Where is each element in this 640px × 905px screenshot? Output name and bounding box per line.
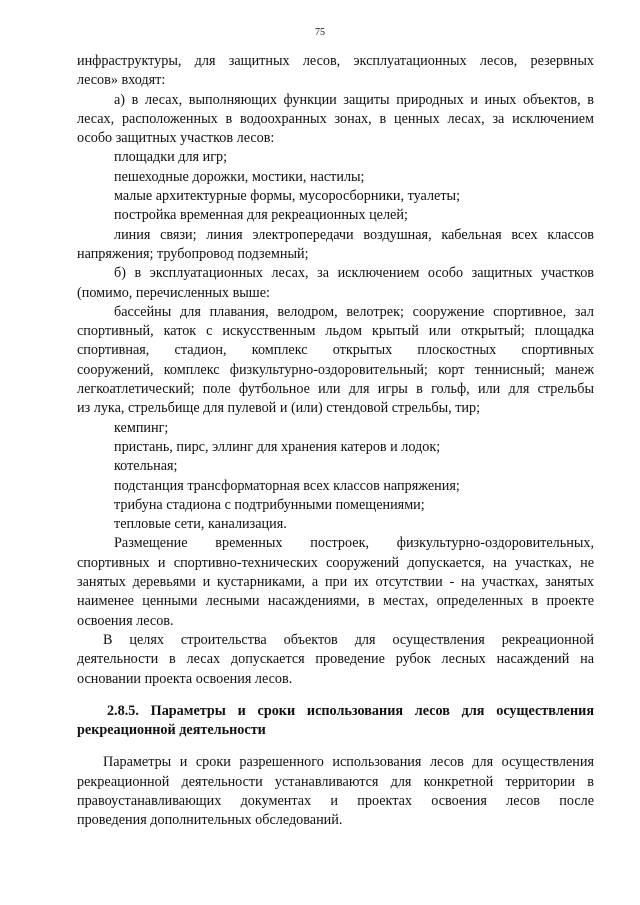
text-line: правоустанавливающих документах и проектах освоения лесов после <box>77 792 594 809</box>
text-line: тепловые сети, канализация. <box>114 516 287 533</box>
text-line: освоения лесов. <box>77 612 174 629</box>
text-line: б) в эксплуатационных лесах, за исключением особо защитных участков <box>114 265 594 282</box>
text-line: площадки для игр; <box>114 149 228 166</box>
text-line: лесов» входят: <box>77 72 166 89</box>
text-line: (помимо, перечисленных выше: <box>77 284 270 301</box>
text-line: бассейны для плавания, велодром, велотрек; сооружение спортивное, зал <box>114 303 594 320</box>
text-line: основании проекта освоения лесов. <box>77 670 293 687</box>
spacer <box>77 689 594 702</box>
text-line: пешеходные дорожки, мостики, настилы; <box>114 168 365 185</box>
heading-line: рекреационной деятельности <box>77 722 266 739</box>
text-line: линия связи; линия электропередачи воздушная, кабельная всех классов <box>114 226 594 243</box>
text-line: трибуна стадиона с подтрибунными помещениями; <box>114 496 425 513</box>
spacer <box>77 740 594 753</box>
text-line: наименее ценными лесными насаждениями, в местах, определенных в проекте <box>77 593 594 610</box>
section-heading-2-8-5 <box>77 702 594 741</box>
text-line: а) в лесах, выполняющих функции защиты природных и иных объектов, в <box>114 91 594 108</box>
text-line: Размещение временных построек, физкультурно-оздоровительных, <box>114 535 594 552</box>
text-line: кемпинг; <box>114 419 169 436</box>
recreation-infrastructure-list <box>77 52 594 689</box>
text-line: котельная; <box>114 458 178 475</box>
text-line: напряжения; трубопровод подземный; <box>77 245 309 262</box>
text-line: постройка временная для рекреационных целей; <box>114 207 408 224</box>
heading-line: 2.8.5. Параметры и сроки использования лесов для осуществления <box>107 702 594 719</box>
text-line: спортивная, стадион, комплекс открытых плоскостных спортивных <box>77 342 594 359</box>
text-line: из лука, стрельбище для пулевой и (или) стендовой стрельбы, тир; <box>77 400 481 417</box>
text-line: малые архитектурные формы, мусоросборники, туалеты; <box>114 188 461 205</box>
document-body <box>77 52 594 831</box>
text-line: рекреационной деятельности устанавливаются для конкретной территории в <box>77 773 594 790</box>
text-line: легкоатлетический; поле футбольное или для игры в гольф, или для стрельбы <box>77 381 594 398</box>
text-line: занятых деревьями и кустарниками, а при их отсутствии - на участках, занятых <box>77 574 594 591</box>
text-line: инфраструктуры, для защитных лесов, эксплуатационных лесов, резервных <box>77 53 594 69</box>
text-line: Параметры и сроки разрешенного использования лесов для осуществления <box>103 754 594 771</box>
page-number: 75 <box>315 27 325 38</box>
text-line: спортивных и спортивно-технических сооружений допускается, на участках, не <box>77 554 594 571</box>
text-line: проведения дополнительных обследований. <box>77 812 343 829</box>
text-line: сооружений, комплекс физкультурно-оздоровительный; корт теннисный; манеж <box>77 361 594 378</box>
text-line: В целях строительства объектов для осуществления рекреационной <box>103 631 594 648</box>
text-line: лесах, расположенных в водоохранных зонах, в ценных лесах, за исключением <box>77 110 594 127</box>
section-2-8-5-paragraph <box>77 753 594 830</box>
text-line: пристань, пирс, эллинг для хранения катеров и лодок; <box>114 438 441 455</box>
text-line: деятельности в лесах допускается проведение рубок лесных насаждений на <box>77 651 594 668</box>
text-line: особо защитных участков лесов: <box>77 130 275 147</box>
text-line: спортивный, каток с искусственным льдом крытый или открытый; площадка <box>77 323 594 340</box>
text-line: подстанция трансформаторная всех классов напряжения; <box>114 477 460 494</box>
